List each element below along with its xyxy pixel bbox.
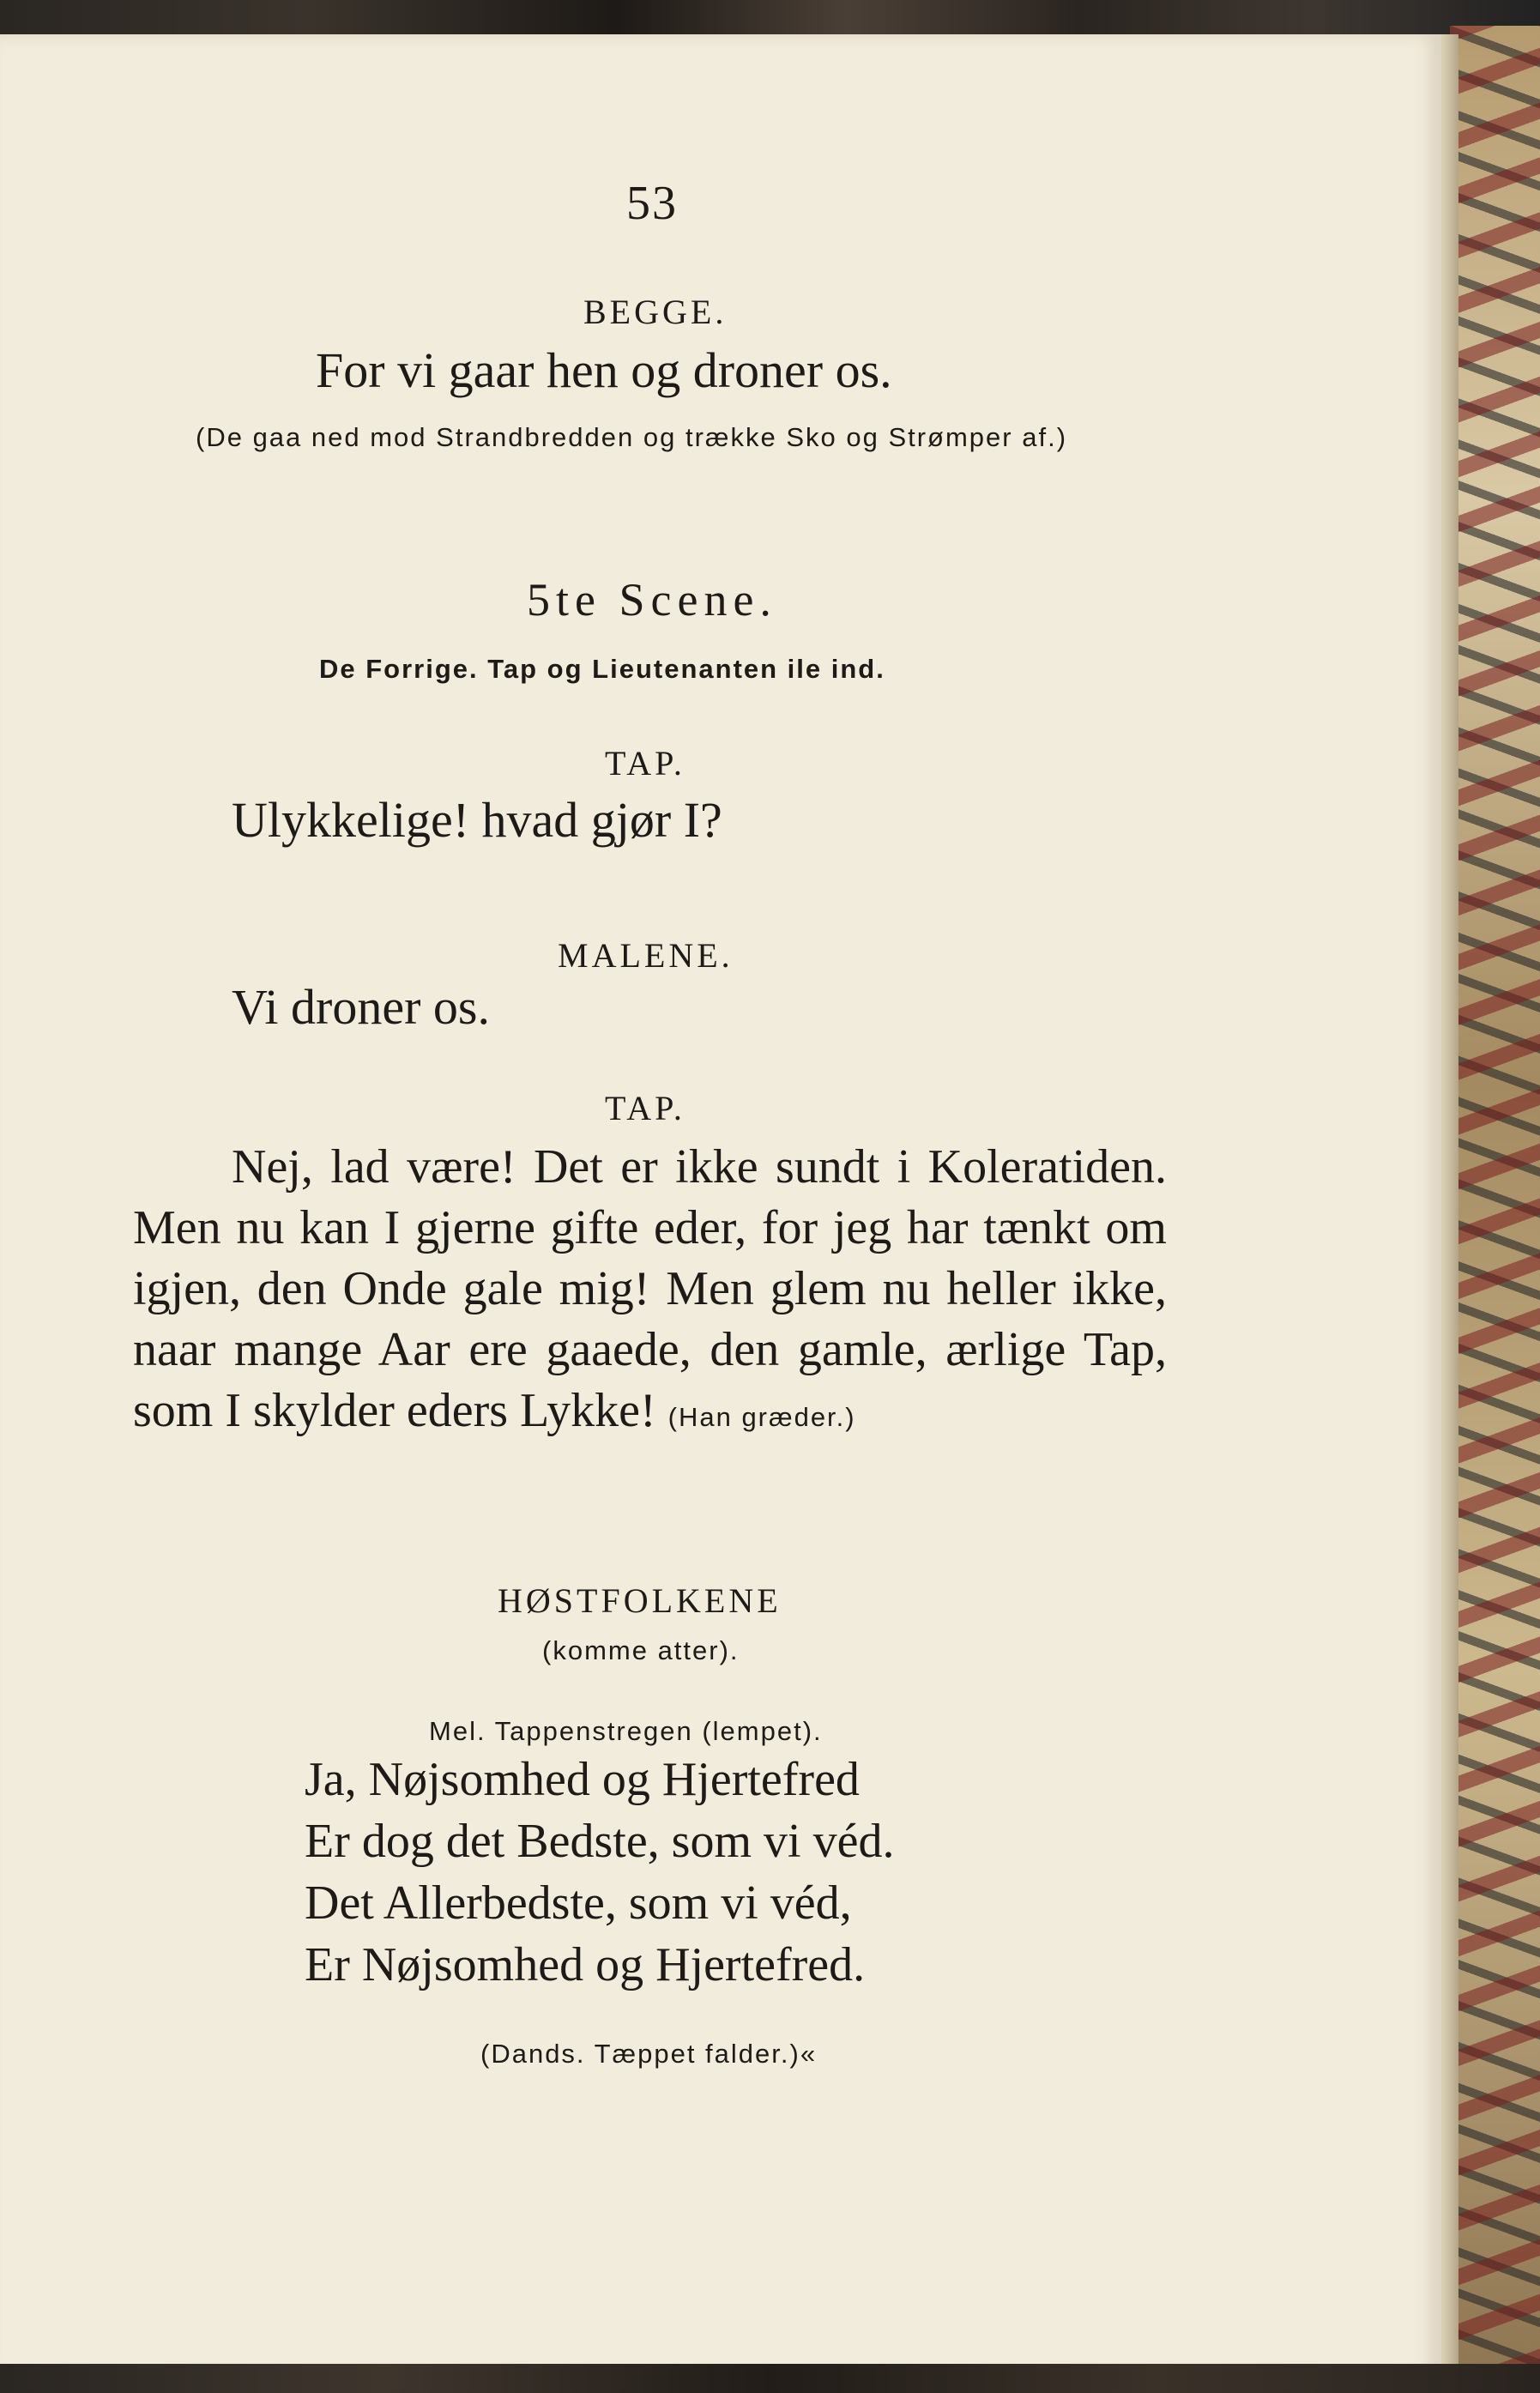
speaker-begge: BEGGE.	[583, 293, 728, 331]
book-bottom-edge	[0, 2364, 1540, 2393]
speaker-tap-2: TAP.	[605, 1089, 685, 1127]
scene-heading: 5te Scene.	[527, 574, 777, 625]
scene-cast: De Forrige. Tap og Lieutenanten ile ind.	[319, 654, 885, 684]
stage-direction-3: (komme atter).	[542, 1635, 740, 1665]
song-line-3: Det Allerbedste, som vi véd,	[305, 1876, 852, 1930]
line-malene: Vi droner os.	[232, 979, 490, 1035]
stage-direction-2: (Han græder.)	[667, 1402, 856, 1432]
speaker-malene: MALENE.	[558, 936, 734, 975]
song-line-2: Er dog det Bedste, som vi véd.	[305, 1815, 895, 1868]
tap-speech-text: Nej, lad være! Det er ikke sundt i Koleratiden. Men nu kan I gjerne gifte eder, for jeg har tænkt om igjen, den Onde gale mig! Men glem nu heller ikke, naar mange Aar ere gaaede, den gamle, ærlige Tap, som I skylder eders Lykke!	[133, 1140, 1167, 1437]
melody-note: Mel. Tappenstregen (lempet).	[429, 1716, 823, 1746]
speaker-hostfolkene: HØSTFOLKENE	[498, 1581, 782, 1620]
stage-direction-1: (De gaa ned mod Strandbredden og trække Sko og Strømper af.)	[196, 422, 1068, 452]
song-line-4: Er Nøjsomhed og Hjertefred.	[305, 1938, 866, 1991]
marbled-cover-edge	[1450, 26, 1540, 2377]
page-number: 53	[626, 177, 678, 230]
stage-direction-final: (Dands. Tæppet falder.)«	[480, 2039, 818, 2069]
line-begge: For vi gaar hen og droner os.	[316, 342, 892, 398]
song-line-1: Ja, Nøjsomhed og Hjertefred	[305, 1753, 860, 1806]
speaker-tap-1: TAP.	[605, 744, 685, 783]
line-tap-1: Ulykkelige! hvad gjør I?	[232, 792, 722, 848]
tap-speech	[133, 1137, 1167, 1447]
